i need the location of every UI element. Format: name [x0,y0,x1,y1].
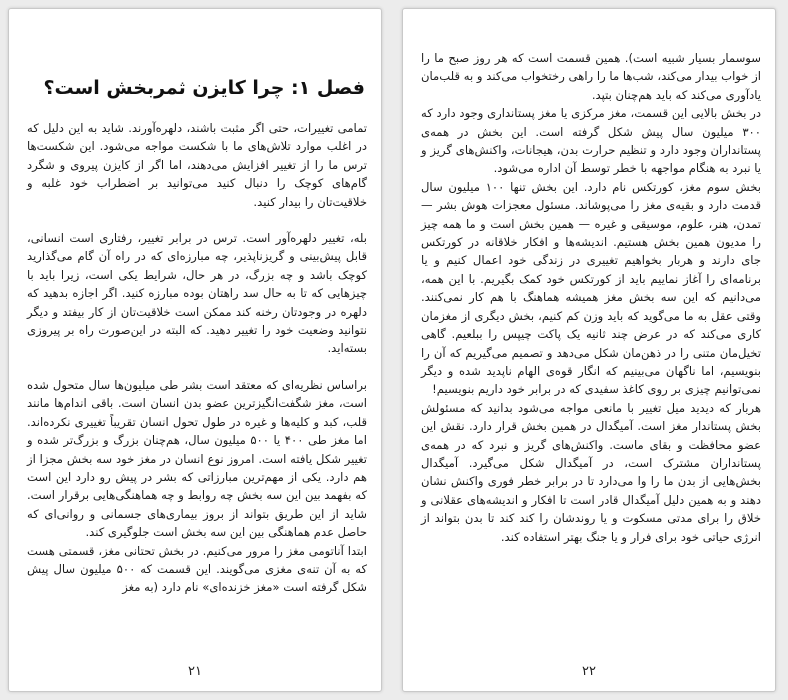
paragraph: ابتدا آناتومی مغز را مرور می‌کنیم. در بخش تحتانی مغز، قسمتی هست که به آن تنه‌ی مغزی می‌گویند. این قسمت که ۵۰۰ میلیون سال پیش شکل گرفته است «مغز خزنده‌ای» نام دارد (به مغز [27,543,367,595]
left-page-body [27,119,367,597]
paragraph: سوسمار بسیار شبیه است). همین قسمت است که هر روز صبح ما را از خواب بیدار می‌کند، شب‌ها ما را راهی رختخواب می‌کند و به قلب‌مان یادآوری می‌کند که باید هم‌چنان بتپد. [421,51,761,102]
paragraph: تمامی تغییرات، حتی اگر مثبت باشند، دلهره‌آورند. شاید به این دلیل که در اغلب موارد تلاش‌های ما با شکست مواجه می‌شود. این شکست‌ها ترس ما را از تغییر افزایش می‌دهند، اما اگر از کایزن پیروی و شگرد گام‌های کوچک را دنبال کنید می‌توانید بر اضطراب خود غلبه و خلاقیت‌تان را بیدار کنید. [27,121,367,209]
chapter-title: فصل ۱: چرا کایزن ثمربخش است؟ [43,77,365,99]
page-number: ۲۲ [582,664,596,679]
left-page [8,8,382,692]
paragraph: هربار که دیدید میل تغییر با مانعی مواجه می‌شود بدانید که مسئولش بخش پستاندار مغز است. آمیگدال در همین بخش قرار دارد. نقش این عضو محافظت و بقای ماست. واکنش‌های گریز و نبرد که در همه‌ی پستانداران مشترک است، در آمیگدال شکل می‌گیرد. آمیگدال بخش‌هایی از بدن ما را وا می‌دارد تا در برابر خطر فوری واکنش نشان دهند و به همین دلیل آمیگدال قادر است تا افکار و اندیشه‌های عقلانی و خلاق را برای مدتی مسکوت و یا روندشان را کند کند تا بدن بتواند از انرژی حیاتی خود برای فرار و یا جنگ بهتر استفاده کند. [421,400,761,544]
right-page-body [421,49,761,546]
paragraph: بله، تغییر دلهره‌آور است. ترس در برابر تغییر، رفتاری است انسانی، قابل پیش‌بینی و گریزناپذیر، چه مبارزه‌ای که در راه آن گام می‌گذارید کوچک باشد و چه بزرگ، در هر حال، شرایط یکی است، زیرا باید با چیزهایی که تا به حال سد راهتان بوده مبارزه کنید. اگر اجازه بدهید که دلهره در وجودتان رخنه کند ممکن است خلاقیت‌تان از کار بیفتد و دیگر نتوانید وضعیت خود را تغییر دهید. که البته در این‌صورت راه بر پیروزی بسته‌اید. [27,231,367,356]
paragraph: در بخش بالایی این قسمت، مغز مرکزی یا مغز پستانداری وجود دارد که ۳۰۰ میلیون سال پیش شکل گرفته است. این بخش در همه‌ی پستانداران وجود دارد و تنظیم حرارت بدن، هیجانات، واکنش‌های گریز و یا نبرد به هنگام مواجهه با خطر توسط آن اداره می‌شود. [421,106,761,176]
paragraph: براساس نظریه‌ای که معتقد است بشر طی میلیون‌ها سال متحول شده است، مغز شگفت‌انگیزترین عضو بدن انسان است. باقی اندام‌ها مانند قلب، کبد و کلیه‌ها و غیره در طول تحول انسان تقریباً تغییری نکرده‌اند. اما مغز طی ۴۰۰ یا ۵۰۰ میلیون سال، هم‌چنان بزرگ و بزرگ‌تر شده و تغییر شکل یافته است. امروز نوع انسان در مغز خود سه بخش مجزا از هم دارد. یکی از مهم‌ترین مبارزاتی که بشر در پیش رو دارد این است که بفهمد بین این سه بخش چه روابط و چه هماهنگی‌هایی برقرار است. شاید از این طریق بتواند از بروز بیماری‌های جسمانی و روانی‌ای که حاصل عدم هماهنگی بین این سه بخش است جلوگیری کند. [27,377,367,540]
page-number: ۲۱ [188,664,202,679]
right-page [402,8,776,692]
paragraph: بخش سوم مغز، کورتکس نام دارد. این بخش تنها ۱۰۰ میلیون سال قدمت دارد و بقیه‌ی مغز را می‌پوشاند. مسئول معجزات هوش بشر — تمدن، هنر، علوم، موسیقی و غیره — همین بخش است و ما همه چیز را مدیون همین بخش هستیم. اندیشه‌ها و افکار خلاقانه در کورتکس جای دارند و هربار بخواهیم تغییری در زندگی خود اعمال کنیم و یا برنامه‌ای را آغاز نماییم باید از کورتکس خود کمک بگیریم. با این همه، می‌دانیم که این سه بخش مغز همیشه هماهنگ با هم کار نمی‌کنند. وقتی عقل به ما می‌گوید که باید وزن کم کنیم، بخش دیگری از مغزمان کاری می‌کند که در عرض چند ثانیه یک پاکت چیپس را ببلعیم. گاهی تخیل‌مان متنی را در ذهن‌مان شکل می‌دهد و تصمیم می‌گیریم که آن را بنویسیم، اما ناگهان می‌بینیم که انگار قوه‌ی الهام ناپدید شده و دیگر نمی‌توانیم چیزی بر روی کاغذ سفیدی که در برابر خود داریم بنویسیم! [421,179,761,397]
